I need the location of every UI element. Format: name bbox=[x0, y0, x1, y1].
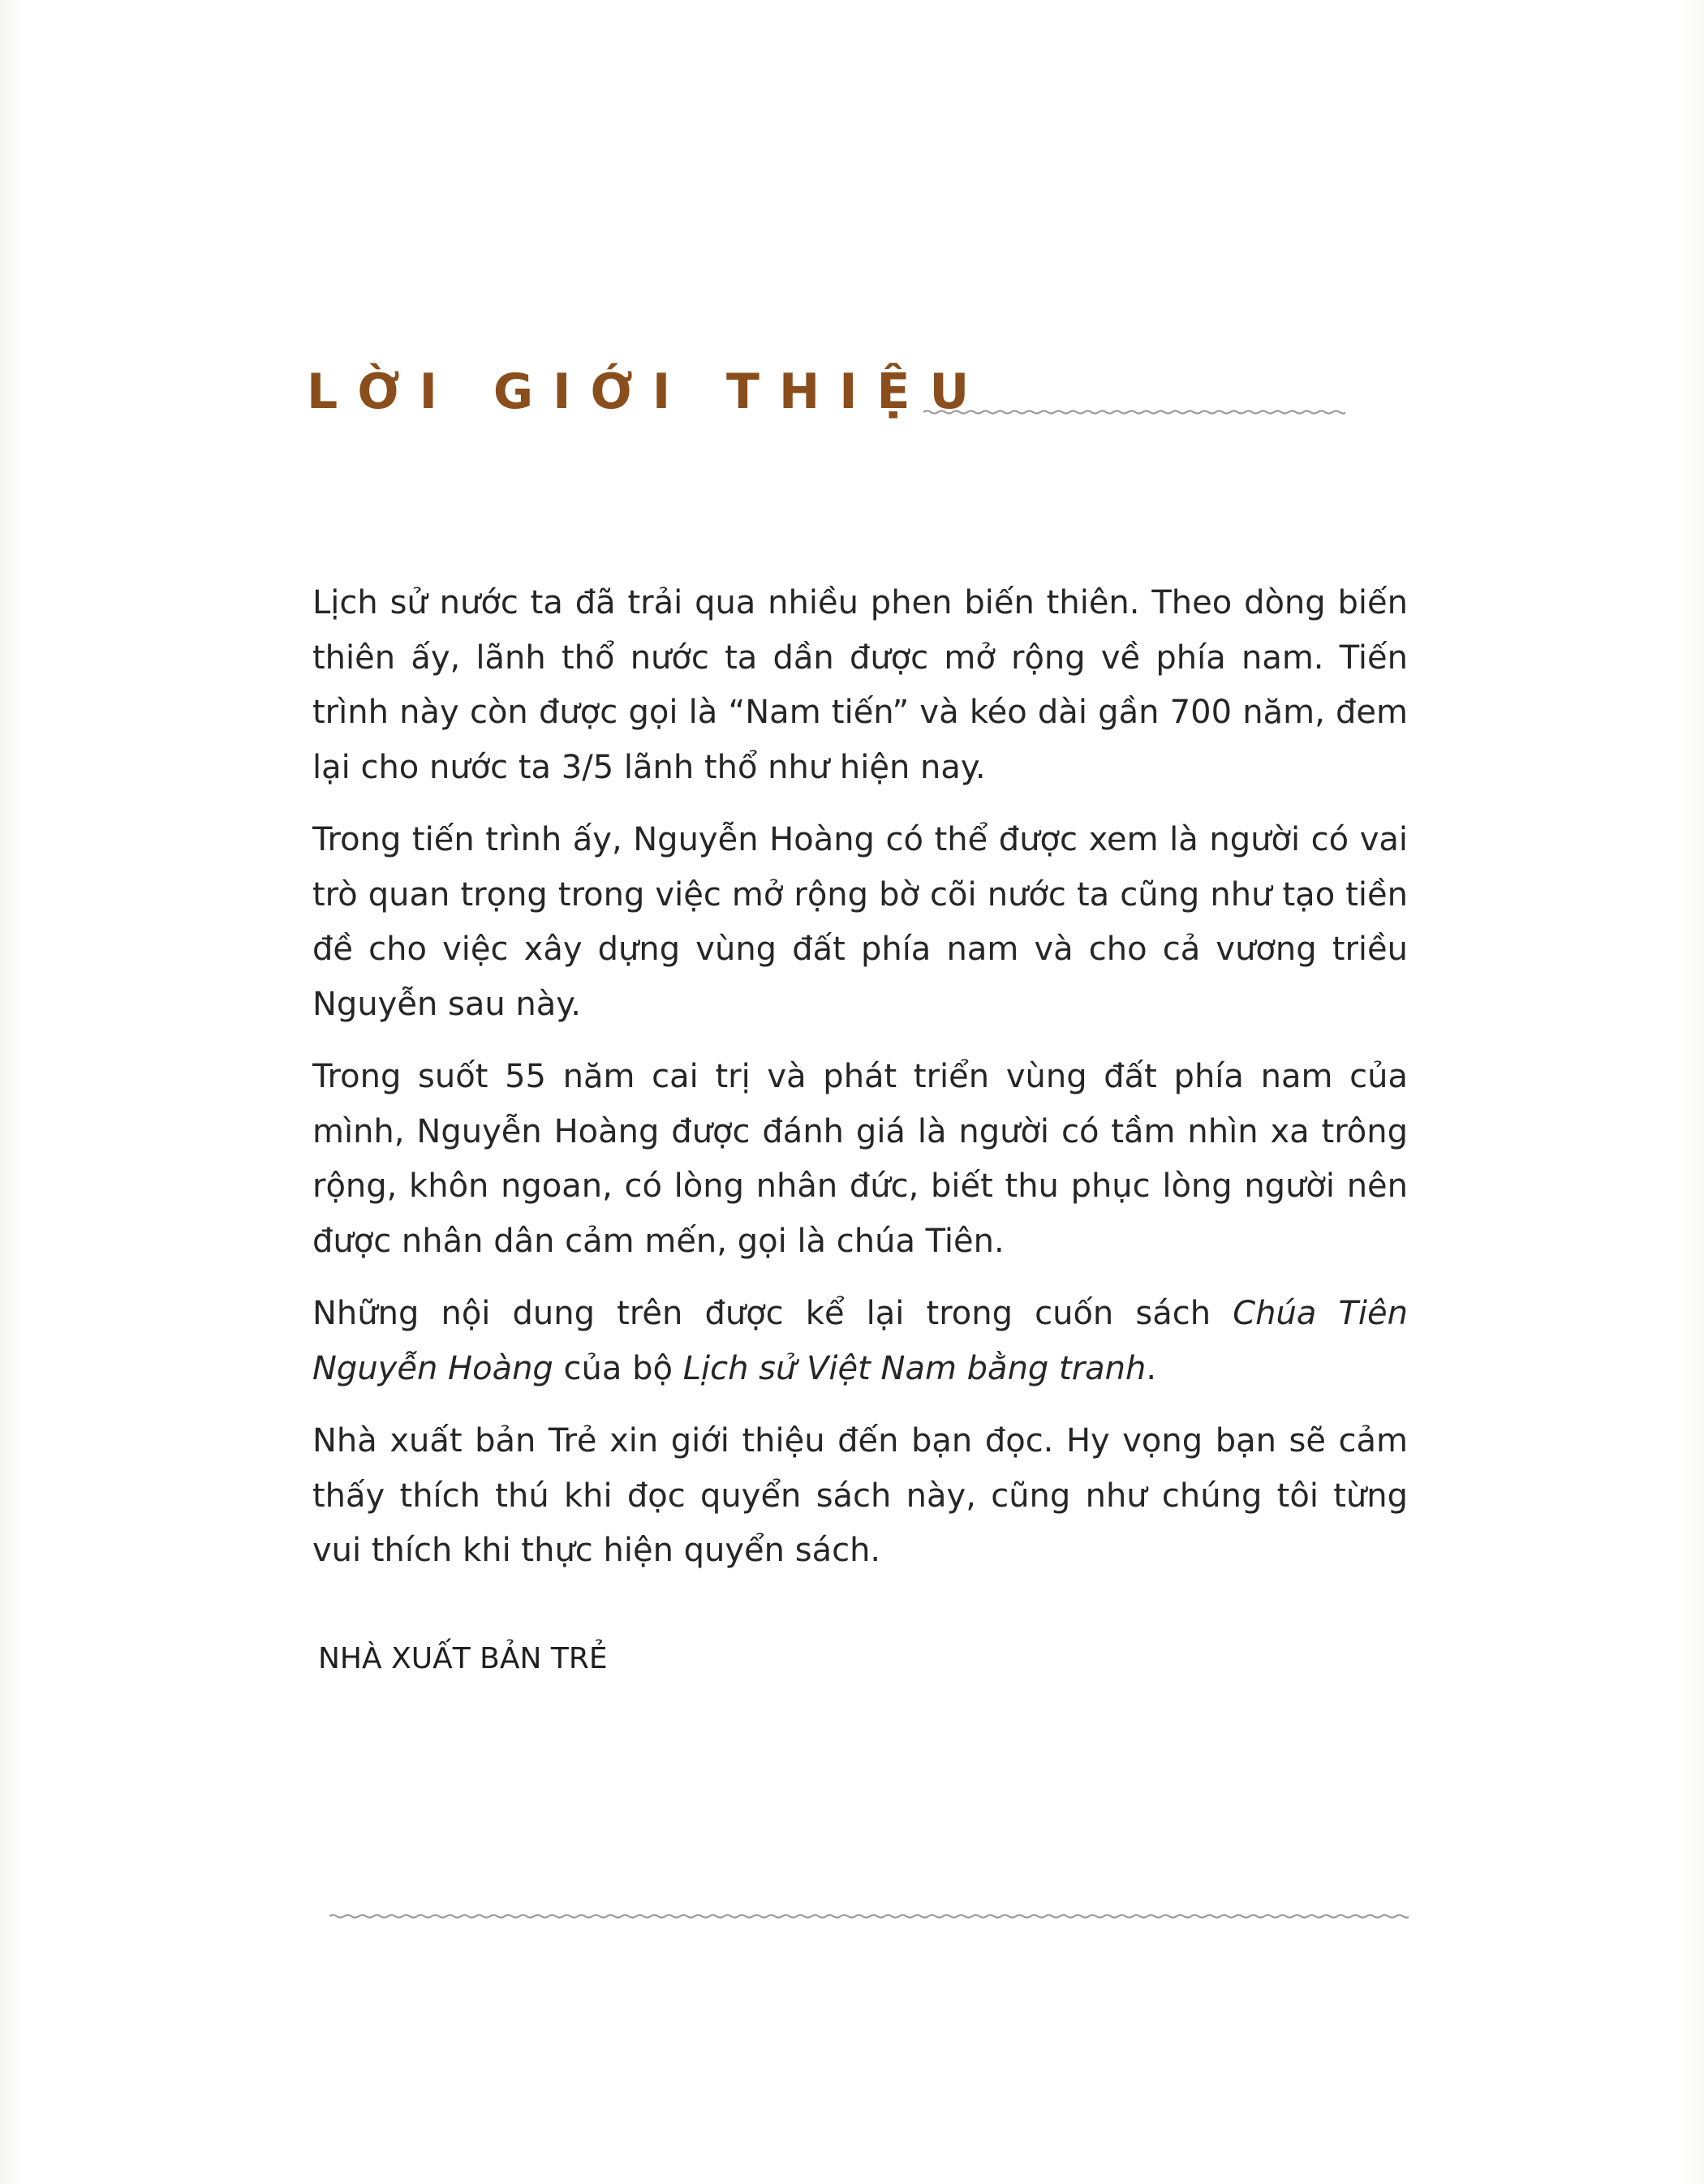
paragraph-1: Lịch sử nước ta đã trải qua nhiều phen biến thiên. Theo dòng biến thiên ấy, lãnh thổ nước ta dần được mở rộng về phía nam. Tiến trình này còn được gọi là “Nam tiến” và kéo dài gần 700 năm, đem lại cho nước ta 3/5 lãnh thổ như hiện nay. bbox=[312, 584, 1408, 786]
paragraph-2: Trong tiến trình ấy, Nguyễn Hoàng có thể được xem là người có vai trò quan trọng trong việc mở rộng bờ cõi nước ta cũng như tạo tiền đề cho việc xây dựng vùng đất phía nam và cho cả vương triều Nguyễn sau này. bbox=[312, 821, 1408, 1023]
series-title: Lịch sử Việt Nam bằng tranh bbox=[682, 1349, 1147, 1387]
publisher-signature: NHÀ XUẤT BẢN TRẺ bbox=[318, 1642, 608, 1675]
intro-body bbox=[312, 576, 1408, 1597]
paragraph-4-text-c: . bbox=[1146, 1349, 1157, 1387]
page-title: LỜI GIỚI THIỆU bbox=[307, 363, 989, 420]
book-title: Chúa Tiên Nguyễn Hoàng bbox=[312, 1295, 1408, 1387]
paragraph-3: Trong suốt 55 năm cai trị và phát triển vùng đất phía nam của mình, Nguyễn Hoàng được đánh giá là người có tầm nhìn xa trông rộng, khôn ngoan, có lòng nhân đức, biết thu phục lòng người nên được nhân dân cảm mến, gọi là chúa Tiên. bbox=[312, 1058, 1408, 1260]
bottom-wave-divider bbox=[329, 1907, 1409, 1926]
title-wave-divider bbox=[923, 402, 1345, 422]
paragraph-5: Nhà xuất bản Trẻ xin giới thiệu đến bạn đọc. Hy vọng bạn sẽ cảm thấy thích thú khi đọc quyển sách này, cũng như chúng tôi từng vui thích khi thực hiện quyển sách. bbox=[312, 1422, 1408, 1569]
paragraph-4-text-a: Những nội dung trên được kể lại trong cuốn sách bbox=[312, 1295, 1233, 1332]
paragraph-4-text-b: của bộ bbox=[553, 1349, 683, 1387]
paragraph-4 bbox=[312, 1287, 1408, 1396]
